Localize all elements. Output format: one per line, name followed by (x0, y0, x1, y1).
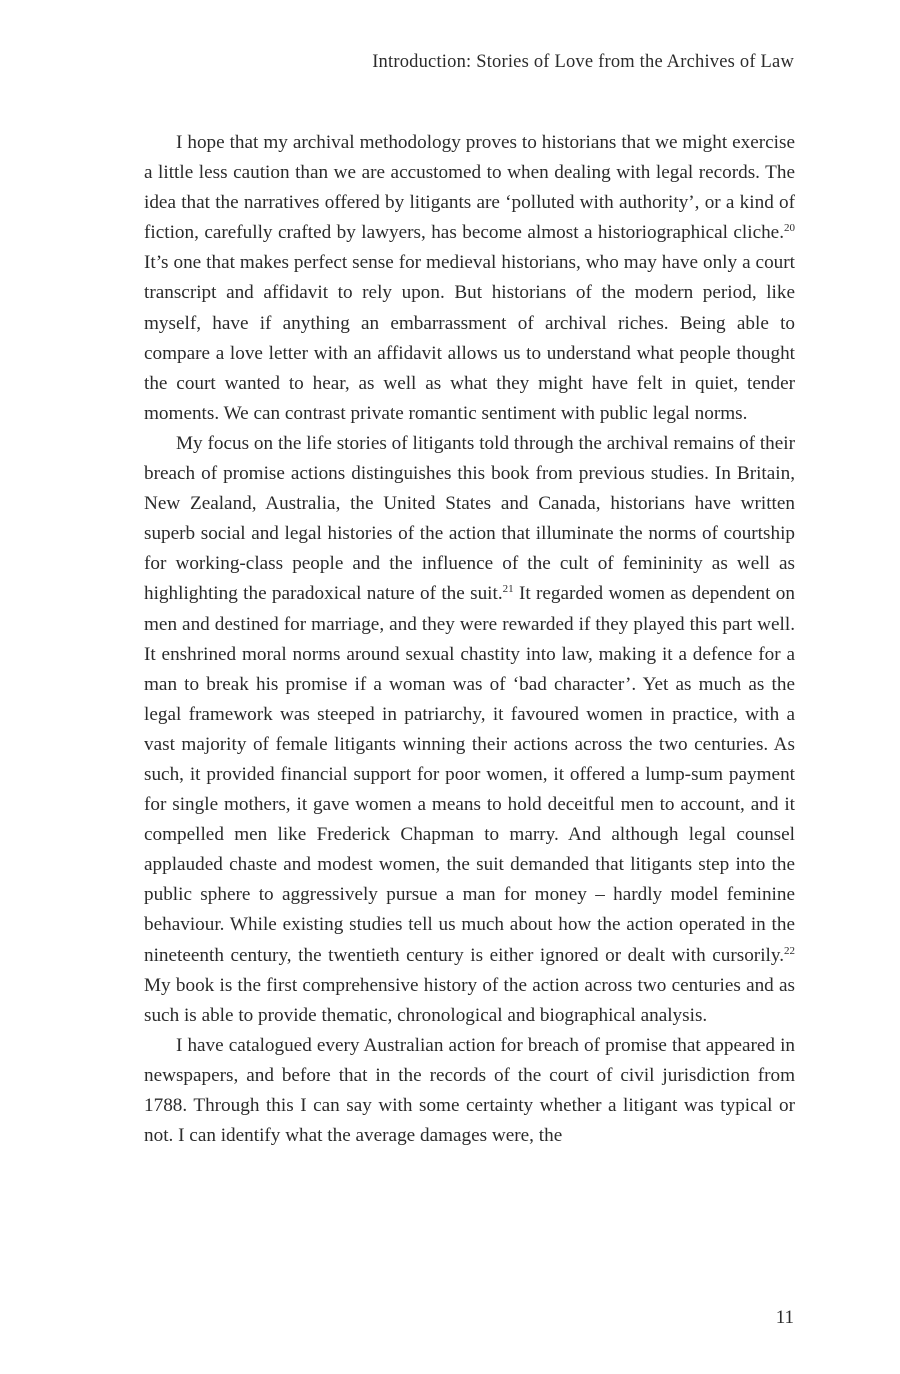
footnote-ref[interactable]: 22 (784, 944, 795, 957)
footnote-ref[interactable]: 20 (784, 222, 795, 235)
paragraph (144, 429, 795, 1031)
paragraph-text: My book is the first comprehensive history of the action across two centuries and as such is able to provide thematic, chronological and biographical analysis. (144, 974, 795, 1026)
paragraph-text: I hope that my archival methodology proves to historians that we might exercise a little less caution than we are accustomed to when dealing with legal records. The idea that the narratives offered by litigants are ‘polluted with authority’, or a kind of fiction, carefully crafted by lawyers, has become almost a historiographical cliche. (144, 132, 795, 244)
running-header: Introduction: Stories of Love from the Archives of Law (372, 52, 794, 72)
paragraph-text: My focus on the life stories of litigants told through the archival remains of their breach of promise actions distinguishes this book from previous studies. In Britain, New Zealand, Australia, the United States and Canada, historians have written superb social and legal histories of the action that illuminate the norms of courtship for working-class people and the influence of the cult of femininity as well as highlighting the paradoxical nature of the suit. (144, 432, 795, 605)
paragraph-text: It regarded women as dependent on men and destined for marriage, and they were rewarded if they played this part well. It enshrined moral norms around sexual chastity into law, making it a defence for a man to break his promise if a woman was of ‘bad character’. Yet as much as the legal framework was steeped in patriarchy, it favoured women in practice, with a vast majority of female litigants winning their actions across the two centuries. As such, it provided financial support for poor women, it offered a lump-sum payment for single mothers, it gave women a means to hold deceitful men to account, and it compelled men like Frederick Chapman to marry. And although legal counsel applauded chaste and modest women, the suit demanded that litigants step into the public sphere to aggressively pursue a man for money – hardly model feminine behaviour. While existing studies tell us much about how the action operated in the nineteenth century, the twentieth century is either ignored or dealt with cursorily. (144, 583, 795, 966)
footnote-ref[interactable]: 21 (502, 583, 514, 596)
paragraph-text: It’s one that makes perfect sense for medieval historians, who may have only a court transcript and affidavit to rely upon. But historians of the modern period, like myself, have if anything an embarrassment of archival riches. Being able to compare a love letter with an affidavit allows us to understand what people thought the court wanted to hear, as well as what they might have felt in quiet, tender moments. We can contrast private romantic sentiment with public legal norms. (144, 252, 795, 424)
paragraph (144, 1031, 795, 1151)
paragraph-text: I have catalogued every Australian action for breach of promise that appeared in newspapers, and before that in the records of the court of civil jurisdiction from 1788. Through this I can say with some certainty whether a litigant was typical or not. I can identify what the average damages were, the (144, 1034, 795, 1147)
paragraph (144, 128, 795, 429)
page-number: 11 (775, 1307, 794, 1328)
body-text (144, 128, 795, 1151)
